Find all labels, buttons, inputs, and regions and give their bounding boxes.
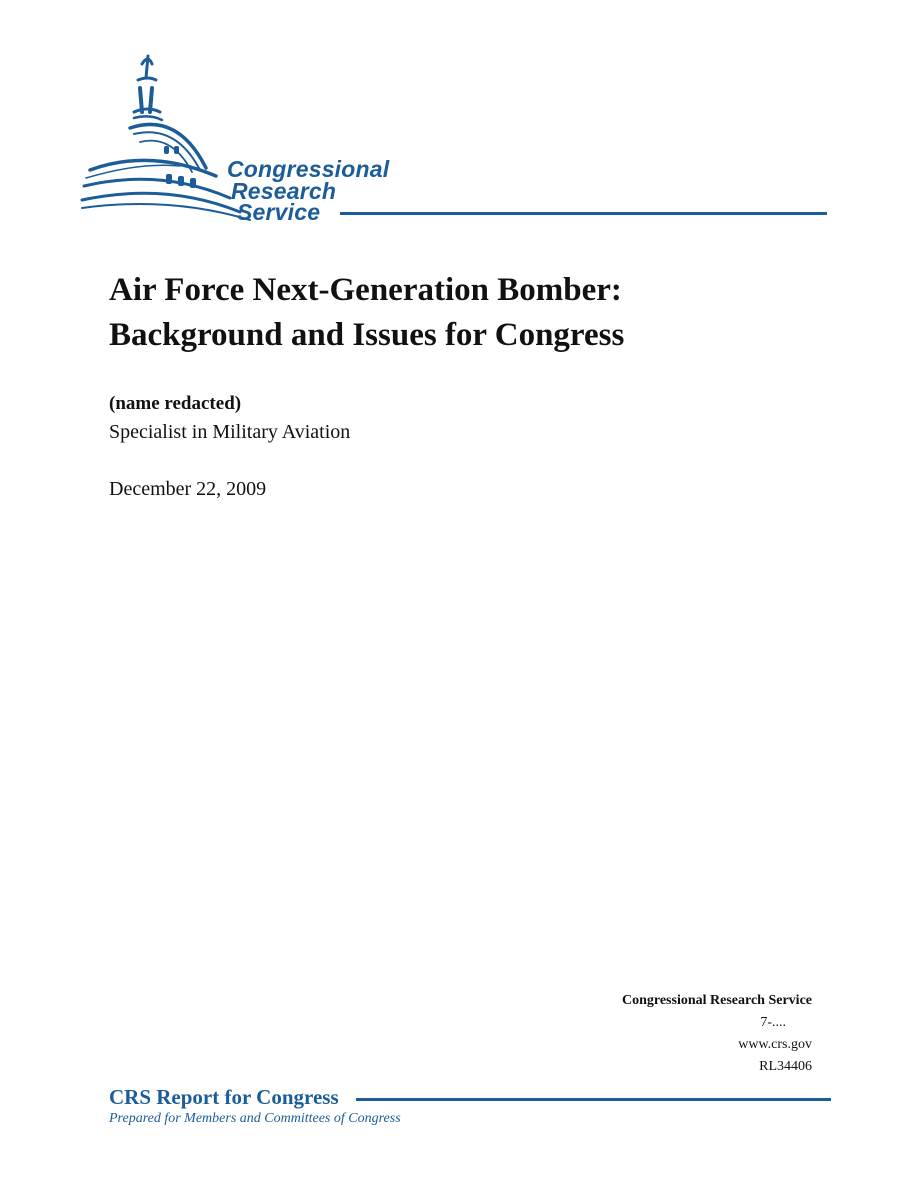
publisher-block — [622, 990, 812, 1078]
publisher-website: www.crs.gov — [738, 1037, 812, 1052]
report-title — [109, 268, 809, 358]
publisher-phone: 7-.... — [760, 1015, 786, 1030]
footer-subtitle: Prepared for Members and Committees of Congress — [109, 1111, 401, 1126]
logo-text-congressional: Congressional — [227, 156, 390, 182]
publisher-org: Congressional Research Service — [621, 993, 812, 1008]
report-title-line1: Air Force Next-Generation Bomber: — [109, 272, 622, 308]
footer-divider — [356, 1098, 831, 1101]
crs-logo — [80, 50, 830, 225]
report-number: RL34406 — [759, 1059, 812, 1074]
author-name: (name redacted) — [109, 393, 242, 414]
report-title-line2: Background and Issues for Congress — [109, 317, 625, 353]
report-date: December 22, 2009 — [109, 478, 267, 500]
footer-title: CRS Report for Congress — [109, 1085, 339, 1109]
logo-text-research: Research — [231, 178, 337, 204]
logo-text-service: Service — [237, 199, 321, 225]
author-title: Specialist in Military Aviation — [109, 421, 351, 443]
logo-divider — [340, 212, 827, 215]
